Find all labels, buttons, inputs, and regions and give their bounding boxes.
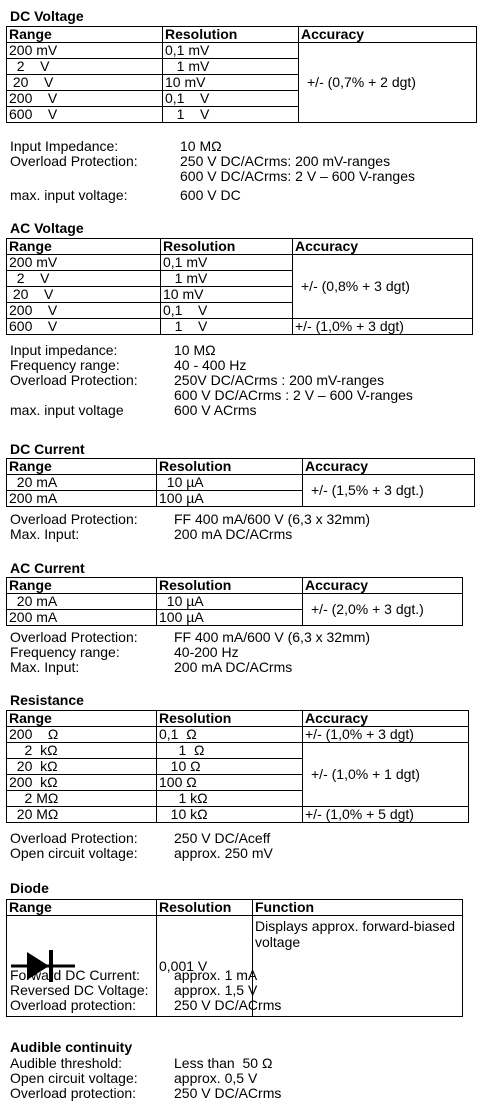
function-cell: Displays approx. forward-biased voltage bbox=[253, 916, 463, 1017]
dc-voltage-title: DC Voltage bbox=[10, 8, 84, 24]
resolution-cell: 1 mV bbox=[161, 271, 293, 287]
note-label: Forward DC Current: bbox=[10, 967, 140, 983]
table-row bbox=[7, 319, 473, 335]
header-range: Range bbox=[7, 578, 157, 594]
note-label: Audible threshold: bbox=[10, 1055, 123, 1071]
table-row bbox=[7, 743, 469, 759]
note-value: 250V DC/ACrms : 200 mV-ranges bbox=[174, 372, 385, 388]
header-function: Function bbox=[253, 900, 463, 916]
note-value: approx. 1,5 V bbox=[174, 982, 258, 998]
accuracy-cell: +/- (1,0% + 3 dgt) bbox=[293, 319, 473, 335]
header-accuracy: Accuracy bbox=[293, 239, 473, 255]
note-label: Overload Protection: bbox=[10, 629, 138, 645]
note-label: Input Impedance: bbox=[10, 138, 119, 154]
resolution-cell: 10 Ω bbox=[157, 759, 303, 775]
header-resolution: Resolution bbox=[157, 711, 303, 727]
header-resolution: Resolution bbox=[161, 239, 293, 255]
ac-current-table bbox=[6, 577, 463, 626]
note-value: Less than 50 Ω bbox=[174, 1055, 273, 1071]
note-value: 40-200 Hz bbox=[174, 644, 239, 660]
note-label: Input impedance: bbox=[10, 342, 118, 358]
table-row bbox=[7, 807, 469, 823]
header-range: Range bbox=[7, 239, 161, 255]
range-cell: 2 MΩ bbox=[7, 791, 157, 807]
accuracy-cell: +/- (1,0% + 5 dgt) bbox=[303, 807, 469, 823]
accuracy-cell: +/- (0,7% + 2 dgt) bbox=[299, 43, 477, 123]
note-label: Overload Protection: bbox=[10, 153, 138, 169]
resolution-cell: 1 V bbox=[163, 107, 299, 123]
header-resolution: Resolution bbox=[157, 459, 303, 475]
table-row bbox=[7, 255, 473, 271]
note-label: Overload protection: bbox=[10, 997, 137, 1013]
note-value: 250 V DC/ACrms bbox=[174, 1085, 282, 1101]
accuracy-cell: +/- (0,8% + 3 dgt) bbox=[293, 255, 473, 319]
resolution-cell: 100 Ω bbox=[157, 775, 303, 791]
resolution-cell: 0,1 Ω bbox=[157, 727, 303, 743]
accuracy-cell: +/- (1,0% + 3 dgt) bbox=[303, 727, 469, 743]
note-value: 600 V ACrms bbox=[174, 402, 257, 418]
note-value: 10 MΩ bbox=[180, 138, 222, 154]
resolution-cell: 100 µA bbox=[157, 491, 303, 507]
note-label: max. input voltage bbox=[10, 402, 124, 418]
note-value: 600 V DC/ACrms : 2 V – 600 V-ranges bbox=[174, 387, 413, 403]
table-row bbox=[7, 43, 477, 59]
resolution-cell: 1 Ω bbox=[157, 743, 303, 759]
resolution-cell: 0,1 mV bbox=[161, 255, 293, 271]
table-row bbox=[7, 594, 463, 610]
ac-voltage-table bbox=[6, 238, 473, 335]
range-cell: 200 mV bbox=[7, 255, 161, 271]
resistance-notes bbox=[10, 831, 476, 861]
header-range: Range bbox=[7, 711, 157, 727]
header-range: Range bbox=[7, 27, 163, 43]
range-cell: 200 kΩ bbox=[7, 775, 157, 791]
ac-voltage-notes bbox=[10, 343, 476, 418]
resolution-cell: 10 mV bbox=[163, 75, 299, 91]
resolution-cell: 0,001 V bbox=[157, 916, 253, 1017]
range-cell: 600 V bbox=[7, 319, 161, 335]
resistance-title: Resistance bbox=[10, 692, 84, 708]
note-value: FF 400 mA/600 V (6,3 x 32mm) bbox=[174, 511, 371, 527]
range-cell: 20 mA bbox=[7, 475, 157, 491]
table-header-row bbox=[7, 578, 463, 594]
resolution-cell: 0,1 mV bbox=[163, 43, 299, 59]
resolution-cell: 10 mV bbox=[161, 287, 293, 303]
note-label: Reversed DC Voltage: bbox=[10, 982, 149, 998]
resolution-cell: 1 V bbox=[161, 319, 293, 335]
range-cell: 200 mA bbox=[7, 491, 157, 507]
range-cell: 20 mA bbox=[7, 594, 157, 610]
range-cell: 20 V bbox=[7, 287, 161, 303]
ac-current-notes bbox=[10, 630, 476, 675]
ac-voltage-title: AC Voltage bbox=[10, 220, 84, 236]
note-value: 200 mA DC/ACrms bbox=[174, 526, 293, 542]
range-cell: 20 V bbox=[7, 75, 163, 91]
resolution-cell: 0,1 V bbox=[161, 303, 293, 319]
table-header-row bbox=[7, 239, 473, 255]
dc-voltage-notes bbox=[10, 139, 476, 203]
ac-current-title: AC Current bbox=[10, 560, 85, 576]
range-cell: 200 V bbox=[7, 91, 163, 107]
note-label: Overload Protection: bbox=[10, 511, 138, 527]
resistance-table bbox=[6, 710, 469, 823]
note-label: Max. Input: bbox=[10, 526, 80, 542]
range-cell: 2 kΩ bbox=[7, 743, 157, 759]
range-cell: 200 mA bbox=[7, 610, 157, 626]
note-value: approx. 250 mV bbox=[174, 845, 273, 861]
table-header-row bbox=[7, 711, 469, 727]
header-accuracy: Accuracy bbox=[303, 459, 475, 475]
note-label: Open circuit voltage: bbox=[10, 845, 138, 861]
note-label: Open circuit voltage: bbox=[10, 1070, 138, 1086]
resolution-cell: 0,1 V bbox=[163, 91, 299, 107]
header-resolution: Resolution bbox=[157, 578, 303, 594]
resolution-cell: 1 mV bbox=[163, 59, 299, 75]
accuracy-cell: +/- (2,0% + 3 dgt.) bbox=[303, 594, 463, 626]
note-label: Overload Protection: bbox=[10, 830, 138, 846]
note-value: 250 V DC/Aceff bbox=[174, 830, 271, 846]
note-label: Frequency range: bbox=[10, 644, 120, 660]
range-cell: 20 kΩ bbox=[7, 759, 157, 775]
dc-current-table bbox=[6, 458, 475, 507]
diode-notes bbox=[10, 968, 476, 1013]
resolution-cell: 10 kΩ bbox=[157, 807, 303, 823]
range-cell: 2 V bbox=[7, 271, 161, 287]
note-label: max. input voltage: bbox=[10, 187, 128, 203]
note-value: approx. 1 mA bbox=[174, 967, 258, 983]
range-cell: 200 mV bbox=[7, 43, 163, 59]
range-cell: 200 V bbox=[7, 303, 161, 319]
note-value: 250 V DC/ACrms bbox=[174, 997, 282, 1013]
continuity-notes bbox=[10, 1056, 476, 1101]
continuity-title: Audible continuity bbox=[10, 1039, 133, 1055]
accuracy-cell: +/- (1,0% + 1 dgt) bbox=[303, 743, 469, 807]
note-label: Overload protection: bbox=[10, 1085, 137, 1101]
note-value: 10 MΩ bbox=[174, 342, 216, 358]
header-accuracy: Accuracy bbox=[303, 578, 463, 594]
diode-title: Diode bbox=[10, 880, 49, 896]
note-value: 200 mA DC/ACrms bbox=[174, 659, 293, 675]
header-accuracy: Accuracy bbox=[299, 27, 477, 43]
note-label: Frequency range: bbox=[10, 357, 120, 373]
table-row bbox=[7, 475, 475, 491]
note-value: 250 V DC/ACrms: 200 mV-ranges bbox=[180, 153, 391, 169]
header-resolution: Resolution bbox=[157, 900, 253, 916]
dc-current-title: DC Current bbox=[10, 441, 85, 457]
note-value: 600 V DC/ACrms: 2 V – 600 V-ranges bbox=[180, 168, 415, 184]
range-cell: 200 Ω bbox=[7, 727, 157, 743]
table-header-row bbox=[7, 900, 463, 916]
range-cell: 20 MΩ bbox=[7, 807, 157, 823]
note-label bbox=[10, 169, 180, 184]
resolution-cell: 10 µA bbox=[157, 594, 303, 610]
resolution-cell: 1 kΩ bbox=[157, 791, 303, 807]
note-label: Max. Input: bbox=[10, 659, 80, 675]
table-header-row bbox=[7, 459, 475, 475]
dc-voltage-table bbox=[6, 26, 477, 123]
header-range: Range bbox=[7, 459, 157, 475]
note-value: 40 - 400 Hz bbox=[174, 357, 247, 373]
range-cell: 2 V bbox=[7, 59, 163, 75]
table-header-row bbox=[7, 27, 477, 43]
note-value: approx. 0,5 V bbox=[174, 1070, 258, 1086]
accuracy-cell: +/- (1,5% + 3 dgt.) bbox=[303, 475, 475, 507]
table-row bbox=[7, 727, 469, 743]
note-label: Overload Protection: bbox=[10, 372, 138, 388]
range-cell: 600 V bbox=[7, 107, 163, 123]
resolution-cell: 100 µA bbox=[157, 610, 303, 626]
resolution-cell: 10 µA bbox=[157, 475, 303, 491]
header-resolution: Resolution bbox=[163, 27, 299, 43]
note-label bbox=[10, 388, 174, 403]
note-value: 600 V DC bbox=[180, 187, 241, 203]
header-range: Range bbox=[7, 900, 157, 916]
header-accuracy: Accuracy bbox=[303, 711, 469, 727]
dc-current-notes bbox=[10, 512, 476, 542]
note-value: FF 400 mA/600 V (6,3 x 32mm) bbox=[174, 629, 371, 645]
